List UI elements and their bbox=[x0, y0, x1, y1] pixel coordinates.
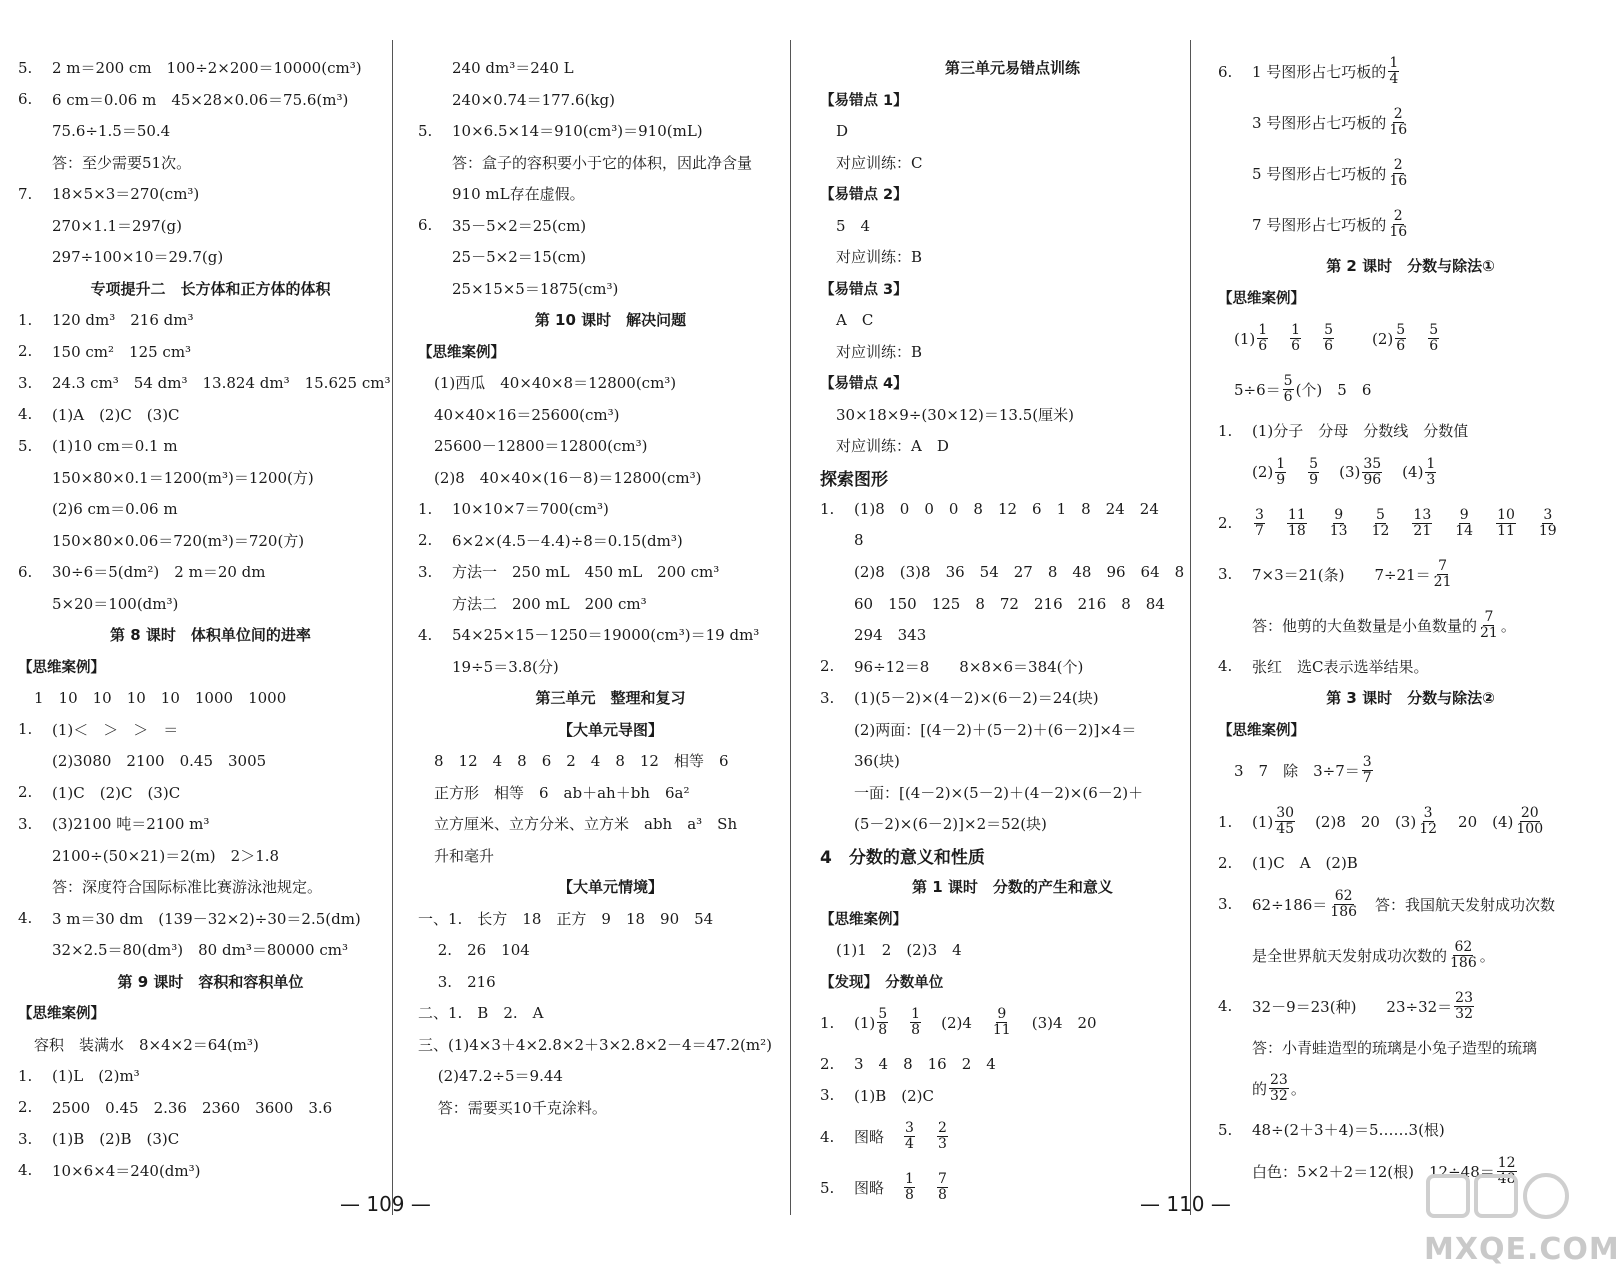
answer-text: 3 m＝30 dm (139－32×2)÷30＝2.5(dm) bbox=[52, 909, 361, 928]
answer-line: 30×18×9÷(30×12)＝13.5(厘米) bbox=[836, 405, 1074, 424]
answer-text: 2 m＝200 cm 100÷2×200＝10000(cm³) bbox=[52, 59, 362, 78]
answer-text: 10×6.5×14＝910(cm³)＝910(mL) bbox=[452, 122, 703, 141]
answer-text: 2500 0.45 2.36 2360 3600 3.6 bbox=[52, 1098, 333, 1117]
answer-text: 32×2.5＝80(dm³) 80 dm³＝80000 cm³ bbox=[52, 941, 348, 960]
fraction: $\frac{11}{18}$ bbox=[1287, 506, 1306, 539]
answer-line: 1 10 10 10 10 1000 1000 bbox=[34, 689, 287, 708]
section-heading: 探索图形 bbox=[820, 469, 888, 490]
answer-text: 150×80×0.06＝720(m³)＝720(方) bbox=[52, 531, 305, 550]
answer-line bbox=[18, 430, 403, 462]
fraction: $\frac{7}{21}$ bbox=[1480, 608, 1498, 641]
section-tag: 【易错点 3】 bbox=[820, 281, 908, 298]
answer-text: 30÷6＝5(dm²) 2 m＝20 dm bbox=[52, 563, 266, 582]
fraction: $\frac{20}{100}$ bbox=[1516, 805, 1544, 837]
question-number: 4. bbox=[18, 1161, 33, 1180]
answer-line: 对应训练：B bbox=[836, 342, 923, 361]
answer-line: 6. 1 号图形占七巧板的 $\frac{1}{4}$ bbox=[1218, 55, 1399, 87]
answer-line: (1)西瓜 40×40×8＝12800(cm³) bbox=[434, 374, 677, 393]
answer-text: 18×5×3＝270(cm³) bbox=[52, 185, 200, 204]
answer-column-3 bbox=[820, 52, 1205, 1213]
answer-line bbox=[18, 714, 403, 746]
answer-line: (2)8 40×40×(16－8)＝12800(cm³) bbox=[434, 468, 702, 487]
lesson-title: 【大单元导图】 bbox=[557, 720, 663, 739]
answer-text: 10×6×4＝240(dm³) bbox=[52, 1161, 201, 1180]
answer-text: 240×0.74＝177.6(kg) bbox=[452, 90, 615, 109]
answer-line bbox=[418, 273, 803, 305]
section-tag: 【思维案例】 bbox=[18, 1006, 105, 1023]
answer-line: 1. (1) $\frac{30}{45}$ (2)8 20 (3) $\frac{3}{12}$ 20 (4) $\frac{20}{100}$ bbox=[1218, 805, 1544, 837]
lesson-title: 第三单元易错点训练 bbox=[944, 59, 1080, 78]
answer-line bbox=[820, 588, 1205, 620]
answer-line bbox=[18, 525, 403, 557]
fraction: $\frac{30}{45}$ bbox=[1276, 805, 1295, 837]
section-tag: 【思维案例】 bbox=[418, 344, 505, 361]
answer-line bbox=[418, 210, 803, 242]
answer-line bbox=[18, 493, 403, 525]
answer-line: 二、1. B 2. A bbox=[418, 1004, 544, 1023]
answer-line: (2) $\frac{1}{9}$ $\frac{5}{9}$ (3) $\frac{35}{96}$ (4) $\frac{1}{3}$ bbox=[1252, 455, 1436, 488]
answer-line bbox=[18, 336, 403, 368]
answer-line: 立方厘米、立方分米、立方米 abh a³ Sh bbox=[434, 815, 738, 834]
answer-line: D bbox=[836, 121, 849, 140]
answer-text: 297÷100×10＝29.7(g) bbox=[52, 248, 224, 267]
answer-line bbox=[418, 52, 803, 84]
fraction: $\frac{1}{3}$ bbox=[1426, 455, 1436, 488]
question-number: 7. bbox=[18, 184, 33, 203]
answer-line: 升和毫升 bbox=[434, 846, 495, 865]
section-tag: 【发现】 分数单位 bbox=[820, 974, 944, 991]
question-number: 2. bbox=[418, 531, 433, 550]
answer-line bbox=[18, 210, 403, 242]
answer-text: (1)(5－2)×(4－2)×(6－2)＝24(块) bbox=[854, 689, 1099, 708]
fraction: $\frac{1}{6}$ bbox=[1291, 322, 1301, 354]
answer-text: 54×25×15－1250＝19000(cm³)＝19 dm³ bbox=[452, 626, 760, 645]
answer-line bbox=[418, 525, 803, 557]
question-number: 3. bbox=[418, 562, 433, 581]
answer-line bbox=[820, 556, 1205, 588]
answer-line bbox=[18, 1092, 403, 1124]
fraction: $\frac{9}{11}$ bbox=[992, 1006, 1011, 1038]
answer-text: 一面：[(4－2)×(5－2)＋(4－2)×(6－2)＋ bbox=[854, 783, 1144, 802]
answer-text: 294 343 bbox=[854, 626, 927, 645]
fraction: $\frac{23}{32}$ bbox=[1270, 1072, 1288, 1104]
answer-line: 对应训练：C bbox=[836, 153, 923, 172]
answer-text: 8 bbox=[854, 531, 864, 550]
answer-line: (1) $\frac{1}{6}$ $\frac{1}{6}$ $\frac{5}{6}$ (2) $\frac{5}{6}$ $\frac{5}{6}$ bbox=[1234, 322, 1439, 354]
section-tag: 【思维案例】 bbox=[1218, 290, 1305, 307]
section-tag: 【思维案例】 bbox=[18, 659, 105, 676]
answer-line bbox=[18, 903, 403, 935]
answer-line: 1. (1)分子 分母 分数线 分数值 bbox=[1218, 421, 1469, 441]
fraction: $\frac{1}{9}$ bbox=[1276, 455, 1286, 488]
answer-text: (2)8 (3)8 36 54 27 8 48 96 64 8 bbox=[854, 563, 1185, 582]
answer-line bbox=[18, 462, 403, 494]
fraction: $\frac{5}{6}$ bbox=[1324, 322, 1334, 354]
section-heading: 4 分数的意义和性质 bbox=[820, 847, 985, 868]
fraction: $\frac{62}{186}$ bbox=[1450, 938, 1477, 971]
answer-line bbox=[18, 399, 403, 431]
answer-line: 答：小青蛙造型的琉璃是小兔子造型的琉璃 bbox=[1252, 1038, 1538, 1057]
question-number: 1. bbox=[18, 720, 33, 739]
answer-line bbox=[820, 777, 1205, 809]
answer-line bbox=[18, 367, 403, 399]
fraction: $\frac{5}{12}$ bbox=[1371, 506, 1390, 539]
fraction: $\frac{10}{11}$ bbox=[1497, 506, 1515, 539]
answer-line bbox=[18, 1155, 403, 1187]
fraction: $\frac{1}{8}$ bbox=[905, 1171, 914, 1203]
answer-line: 3. (1)B (2)C bbox=[820, 1086, 934, 1105]
question-number: 4. bbox=[18, 909, 33, 928]
answer-line: 对应训练：B bbox=[836, 248, 923, 267]
fraction: $\frac{1}{6}$ bbox=[1258, 322, 1268, 354]
answer-text: 答：深度符合国际标准比赛游泳池规定。 bbox=[52, 878, 323, 897]
answer-text: 75.6÷1.5＝50.4 bbox=[52, 122, 171, 141]
answer-line: 答：需要买10千克涂料。 bbox=[418, 1098, 607, 1117]
answer-text: (2)6 cm＝0.06 m bbox=[52, 500, 178, 519]
fraction: $\frac{9}{14}$ bbox=[1455, 506, 1474, 539]
fraction: $\frac{3}{12}$ bbox=[1419, 805, 1438, 837]
answer-line: 一、1. 长方 18 正方 9 18 90 54 bbox=[418, 909, 714, 928]
answer-text: 方法二 200 mL 200 cm³ bbox=[452, 594, 647, 613]
lesson-title: 第 9 课时 容积和容积单位 bbox=[117, 972, 304, 991]
answer-line: 是全世界航天发射成功次数的 $\frac{62}{186}$ 。 bbox=[1252, 938, 1495, 971]
answer-line: 3. 216 bbox=[418, 972, 496, 991]
answer-line bbox=[18, 840, 403, 872]
answer-line bbox=[18, 588, 403, 620]
answer-line bbox=[820, 619, 1205, 651]
answer-line: 8 12 4 8 6 2 4 8 12 相等 6 bbox=[434, 752, 729, 771]
answer-line bbox=[418, 84, 803, 116]
page-number-left: — 109 — bbox=[340, 1192, 431, 1216]
answer-text: 150 cm² 125 cm³ bbox=[52, 342, 192, 361]
answer-line: 3. 62÷186＝ $\frac{62}{186}$ 答：我国航天发射成功次数 bbox=[1218, 887, 1556, 920]
answer-line bbox=[820, 714, 1205, 746]
answer-text: (1)10 cm＝0.1 m bbox=[52, 437, 178, 456]
answer-line: 5. 48÷(2＋3＋4)＝5……3(根) bbox=[1218, 1120, 1445, 1140]
question-number: 1. bbox=[18, 1066, 33, 1085]
question-number: 4. bbox=[418, 625, 433, 644]
answer-line: 3 7 除 3÷7＝ $\frac{3}{7}$ bbox=[1234, 754, 1372, 786]
answer-line bbox=[820, 682, 1205, 714]
answer-line bbox=[418, 588, 803, 620]
lesson-title: 第 8 课时 体积单位间的进率 bbox=[110, 626, 311, 645]
answer-text: 150×80×0.1＝1200(m³)＝1200(方) bbox=[52, 468, 314, 487]
fraction: $\frac{35}{96}$ bbox=[1363, 455, 1382, 488]
answer-line bbox=[820, 808, 1205, 840]
answer-line bbox=[418, 241, 803, 273]
section-tag: 【易错点 2】 bbox=[820, 187, 908, 204]
fraction: $\frac{13}{21}$ bbox=[1413, 506, 1432, 539]
question-number: 6. bbox=[18, 562, 33, 581]
question-number: 4. bbox=[18, 405, 33, 424]
answer-line bbox=[18, 84, 403, 116]
answer-line: 2. $\frac{3}{7}$ $\frac{11}{18}$ $\frac{9}{13}$ $\frac{5}{12}$ $\frac{13}{21}$ $\frac{9}{14}$ $\frac{10}{11}$ $\frac{3}{19}$ bbox=[1218, 506, 1557, 539]
answer-text: 19÷5＝3.8(分) bbox=[452, 657, 559, 676]
answer-text: 5×20＝100(dm³) bbox=[52, 594, 179, 613]
answer-line bbox=[418, 556, 803, 588]
answer-text: 270×1.1＝297(g) bbox=[52, 216, 182, 235]
fraction: $\frac{7}{8}$ bbox=[937, 1171, 947, 1203]
watermark-text: MXQE.COM bbox=[1424, 1232, 1620, 1267]
section-tag: 【思维案例】 bbox=[820, 911, 907, 928]
answer-text: 35－5×2＝25(cm) bbox=[452, 216, 587, 235]
answer-line: 25600－12800＝12800(cm³) bbox=[434, 437, 648, 456]
fraction: $\frac{3}{7}$ bbox=[1255, 506, 1264, 539]
question-number: 1. bbox=[820, 499, 835, 518]
answer-text: 答：盒子的容积要小于它的体积，因此净含量 bbox=[452, 153, 753, 172]
answer-line: 5. 图略 $\frac{1}{8}$ $\frac{7}{8}$ bbox=[820, 1171, 947, 1203]
answer-line: 5 4 bbox=[836, 216, 871, 235]
answer-line: 5÷6＝ $\frac{5}{6}$ (个) 5 6 bbox=[1234, 373, 1372, 405]
question-number: 2. bbox=[820, 657, 835, 676]
section-tag: 【思维案例】 bbox=[1218, 722, 1305, 739]
fraction: $\frac{23}{32}$ bbox=[1455, 989, 1473, 1022]
answer-text: 120 dm³ 216 dm³ bbox=[52, 311, 194, 330]
answer-text: (1)＜ ＞ ＞ ＝ bbox=[52, 720, 179, 739]
answer-line: 的 $\frac{23}{32}$ 。 bbox=[1252, 1072, 1306, 1104]
fraction: $\frac{1}{8}$ bbox=[911, 1006, 921, 1038]
answer-line: (1)1 2 (2)3 4 bbox=[836, 941, 962, 960]
fraction: $\frac{3}{4}$ bbox=[905, 1120, 914, 1152]
answer-line: 4. 32－9＝23(种) 23÷32＝ $\frac{23}{32}$ bbox=[1218, 989, 1473, 1022]
answer-line: 3. 7×3＝21(条) 7÷21＝ $\frac{7}{21}$ bbox=[1218, 557, 1452, 590]
answer-line bbox=[820, 525, 1205, 557]
answer-line: 7 号图形占七巧板的 $\frac{2}{16}$ bbox=[1252, 208, 1408, 240]
fraction: $\frac{62}{186}$ bbox=[1330, 887, 1358, 920]
question-number: 5. bbox=[18, 436, 33, 455]
answer-text: (1)8 0 0 0 8 12 6 1 8 24 24 bbox=[854, 500, 1159, 519]
answer-text: 36(块) bbox=[854, 752, 900, 771]
fraction: $\frac{2}{3}$ bbox=[937, 1120, 947, 1152]
fraction: $\frac{5}{8}$ bbox=[878, 1006, 888, 1038]
answer-line bbox=[18, 556, 403, 588]
answer-line: 正方形 相等 6 ab＋ah＋bh 6a² bbox=[434, 783, 690, 802]
answer-line: 40×40×16＝25600(cm³) bbox=[434, 405, 620, 424]
answer-text: (3)2100 吨＝2100 m³ bbox=[52, 815, 210, 834]
answer-text: (5－2)×(6－2)]×2＝52(块) bbox=[854, 815, 1047, 834]
answer-line bbox=[18, 871, 403, 903]
answer-line bbox=[18, 304, 403, 336]
fraction: $\frac{3}{7}$ bbox=[1362, 754, 1372, 786]
question-number: 1. bbox=[18, 310, 33, 329]
lesson-title: 【大单元情境】 bbox=[557, 878, 663, 897]
question-number: 3. bbox=[18, 1129, 33, 1148]
answer-text: (1)L (2)m³ bbox=[52, 1067, 140, 1086]
answer-line bbox=[18, 1060, 403, 1092]
lesson-title: 第 10 课时 解决问题 bbox=[534, 311, 687, 330]
answer-line bbox=[418, 147, 803, 179]
answer-text: 60 150 125 8 72 216 216 8 84 bbox=[854, 594, 1165, 613]
answer-line: A C bbox=[836, 311, 874, 330]
answer-text: 25－5×2＝15(cm) bbox=[452, 248, 587, 267]
fraction: $\frac{7}{21}$ bbox=[1433, 557, 1452, 590]
answer-line: 对应训练：A D bbox=[836, 437, 949, 456]
fraction: $\frac{5}{6}$ bbox=[1396, 322, 1406, 354]
answer-line: 4. 图略 $\frac{3}{4}$ $\frac{2}{3}$ bbox=[820, 1120, 947, 1152]
answer-line bbox=[18, 115, 403, 147]
answer-column-4 bbox=[1218, 46, 1603, 1197]
answer-line bbox=[418, 493, 803, 525]
answer-line: 2. 3 4 8 16 2 4 bbox=[820, 1054, 996, 1074]
fraction: $\frac{5}{6}$ bbox=[1283, 373, 1293, 405]
answer-line: (2)47.2÷5＝9.44 bbox=[418, 1067, 563, 1086]
answer-text: 24.3 cm³ 54 dm³ 13.824 dm³ 15.625 cm³ bbox=[52, 374, 391, 393]
answer-text: (1)B (2)B (3)C bbox=[52, 1130, 180, 1149]
lesson-title: 第 1 课时 分数的产生和意义 bbox=[912, 878, 1113, 897]
answer-line bbox=[18, 1123, 403, 1155]
question-number: 5. bbox=[418, 121, 433, 140]
question-number: 6. bbox=[418, 216, 433, 235]
question-number: 3. bbox=[18, 373, 33, 392]
answer-line bbox=[418, 115, 803, 147]
answer-text: (2)两面：[(4－2)＋(5－2)＋(6－2)]×4＝ bbox=[854, 720, 1137, 739]
answer-text: 2100÷(50×21)＝2(m) 2＞1.8 bbox=[52, 846, 280, 865]
answer-line bbox=[418, 178, 803, 210]
fraction: $\frac{1}{4}$ bbox=[1389, 55, 1399, 87]
answer-column-2 bbox=[418, 52, 803, 1123]
question-number: 5. bbox=[18, 58, 33, 77]
question-number: 2. bbox=[18, 1098, 33, 1117]
answer-line: 2. 26 104 bbox=[418, 941, 530, 960]
answer-line bbox=[18, 808, 403, 840]
fraction: $\frac{5}{6}$ bbox=[1429, 322, 1439, 354]
answer-text: 240 dm³＝240 L bbox=[452, 59, 574, 78]
fraction: $\frac{12}{48}$ bbox=[1497, 1154, 1516, 1187]
fraction: $\frac{2}{16}$ bbox=[1389, 106, 1408, 138]
lesson-title: 专项提升二 长方体和正方体的体积 bbox=[90, 279, 331, 298]
answer-text: 答：至少需要51次。 bbox=[52, 153, 192, 172]
answer-line bbox=[18, 777, 403, 809]
answer-line: 答：他剪的大鱼数量是小鱼数量的 $\frac{7}{21}$ 。 bbox=[1252, 608, 1516, 641]
question-number: 2. bbox=[18, 783, 33, 802]
answer-line bbox=[18, 178, 403, 210]
answer-text: (1)C (2)C (3)C bbox=[52, 783, 181, 802]
answer-line bbox=[418, 619, 803, 651]
answer-line bbox=[18, 934, 403, 966]
lesson-title: 第 3 课时 分数与除法② bbox=[1326, 689, 1495, 708]
answer-text: 96÷12＝8 8×8×6＝384(个) bbox=[854, 657, 1084, 676]
fraction: $\frac{9}{13}$ bbox=[1329, 506, 1348, 539]
answer-line bbox=[820, 651, 1205, 683]
question-number: 3. bbox=[18, 814, 33, 833]
answer-text: (1)A (2)C (3)C bbox=[52, 405, 180, 424]
question-number: 1. bbox=[418, 499, 433, 518]
answer-line bbox=[18, 241, 403, 273]
answer-text: 10×10×7＝700(cm³) bbox=[452, 500, 609, 519]
answer-line bbox=[18, 147, 403, 179]
fraction: $\frac{2}{16}$ bbox=[1389, 208, 1408, 240]
answer-line: 2. (1)C A (2)B bbox=[1218, 853, 1358, 873]
page-number-right: — 110 — bbox=[1140, 1192, 1231, 1216]
answer-text: 6 cm＝0.06 m 45×28×0.06＝75.6(m³) bbox=[52, 90, 349, 109]
answer-line: 5 号图形占七巧板的 $\frac{2}{16}$ bbox=[1252, 157, 1408, 189]
answer-text: 方法一 250 mL 450 mL 200 cm³ bbox=[452, 563, 720, 582]
answer-line: 3 号图形占七巧板的 $\frac{2}{16}$ bbox=[1252, 106, 1408, 138]
question-number: 3. bbox=[820, 688, 835, 707]
answer-line bbox=[18, 745, 403, 777]
answer-text: 910 mL存在虚假。 bbox=[452, 185, 585, 204]
section-tag: 【易错点 1】 bbox=[820, 92, 908, 109]
fraction: $\frac{2}{16}$ bbox=[1389, 157, 1408, 189]
answer-line: 容积 装满水 8×4×2＝64(m³) bbox=[34, 1035, 259, 1054]
answer-text: 6×2×(4.5－4.4)÷8＝0.15(dm³) bbox=[452, 531, 683, 550]
answer-text: (2)3080 2100 0.45 3005 bbox=[52, 752, 267, 771]
answer-text: 25×15×5＝1875(cm³) bbox=[452, 279, 619, 298]
fraction: $\frac{5}{9}$ bbox=[1309, 455, 1319, 488]
section-tag: 【易错点 4】 bbox=[820, 376, 908, 393]
fraction: $\frac{3}{19}$ bbox=[1538, 506, 1557, 539]
answer-column-1 bbox=[18, 52, 403, 1186]
answer-line bbox=[820, 745, 1205, 777]
answer-line bbox=[820, 493, 1205, 525]
answer-line bbox=[18, 52, 403, 84]
answer-line: 三、(1)4×3＋4×2.8×2＋3×2.8×2－4＝47.2(m²) bbox=[418, 1035, 772, 1054]
lesson-title: 第三单元 整理和复习 bbox=[535, 689, 686, 708]
question-number: 6. bbox=[18, 90, 33, 109]
question-number: 2. bbox=[18, 342, 33, 361]
answer-line bbox=[418, 651, 803, 683]
answer-line: 白色：5×2＋2＝12(根) 12÷48＝ $\frac{12}{48}$ bbox=[1252, 1154, 1516, 1187]
answer-line: 1. (1) $\frac{5}{8}$ $\frac{1}{8}$ (2)4 $\frac{9}{11}$ (3)4 20 bbox=[820, 1006, 1097, 1038]
lesson-title: 第 2 课时 分数与除法① bbox=[1326, 257, 1495, 276]
answer-line: 4. 张红 选C表示选举结果。 bbox=[1218, 657, 1429, 676]
